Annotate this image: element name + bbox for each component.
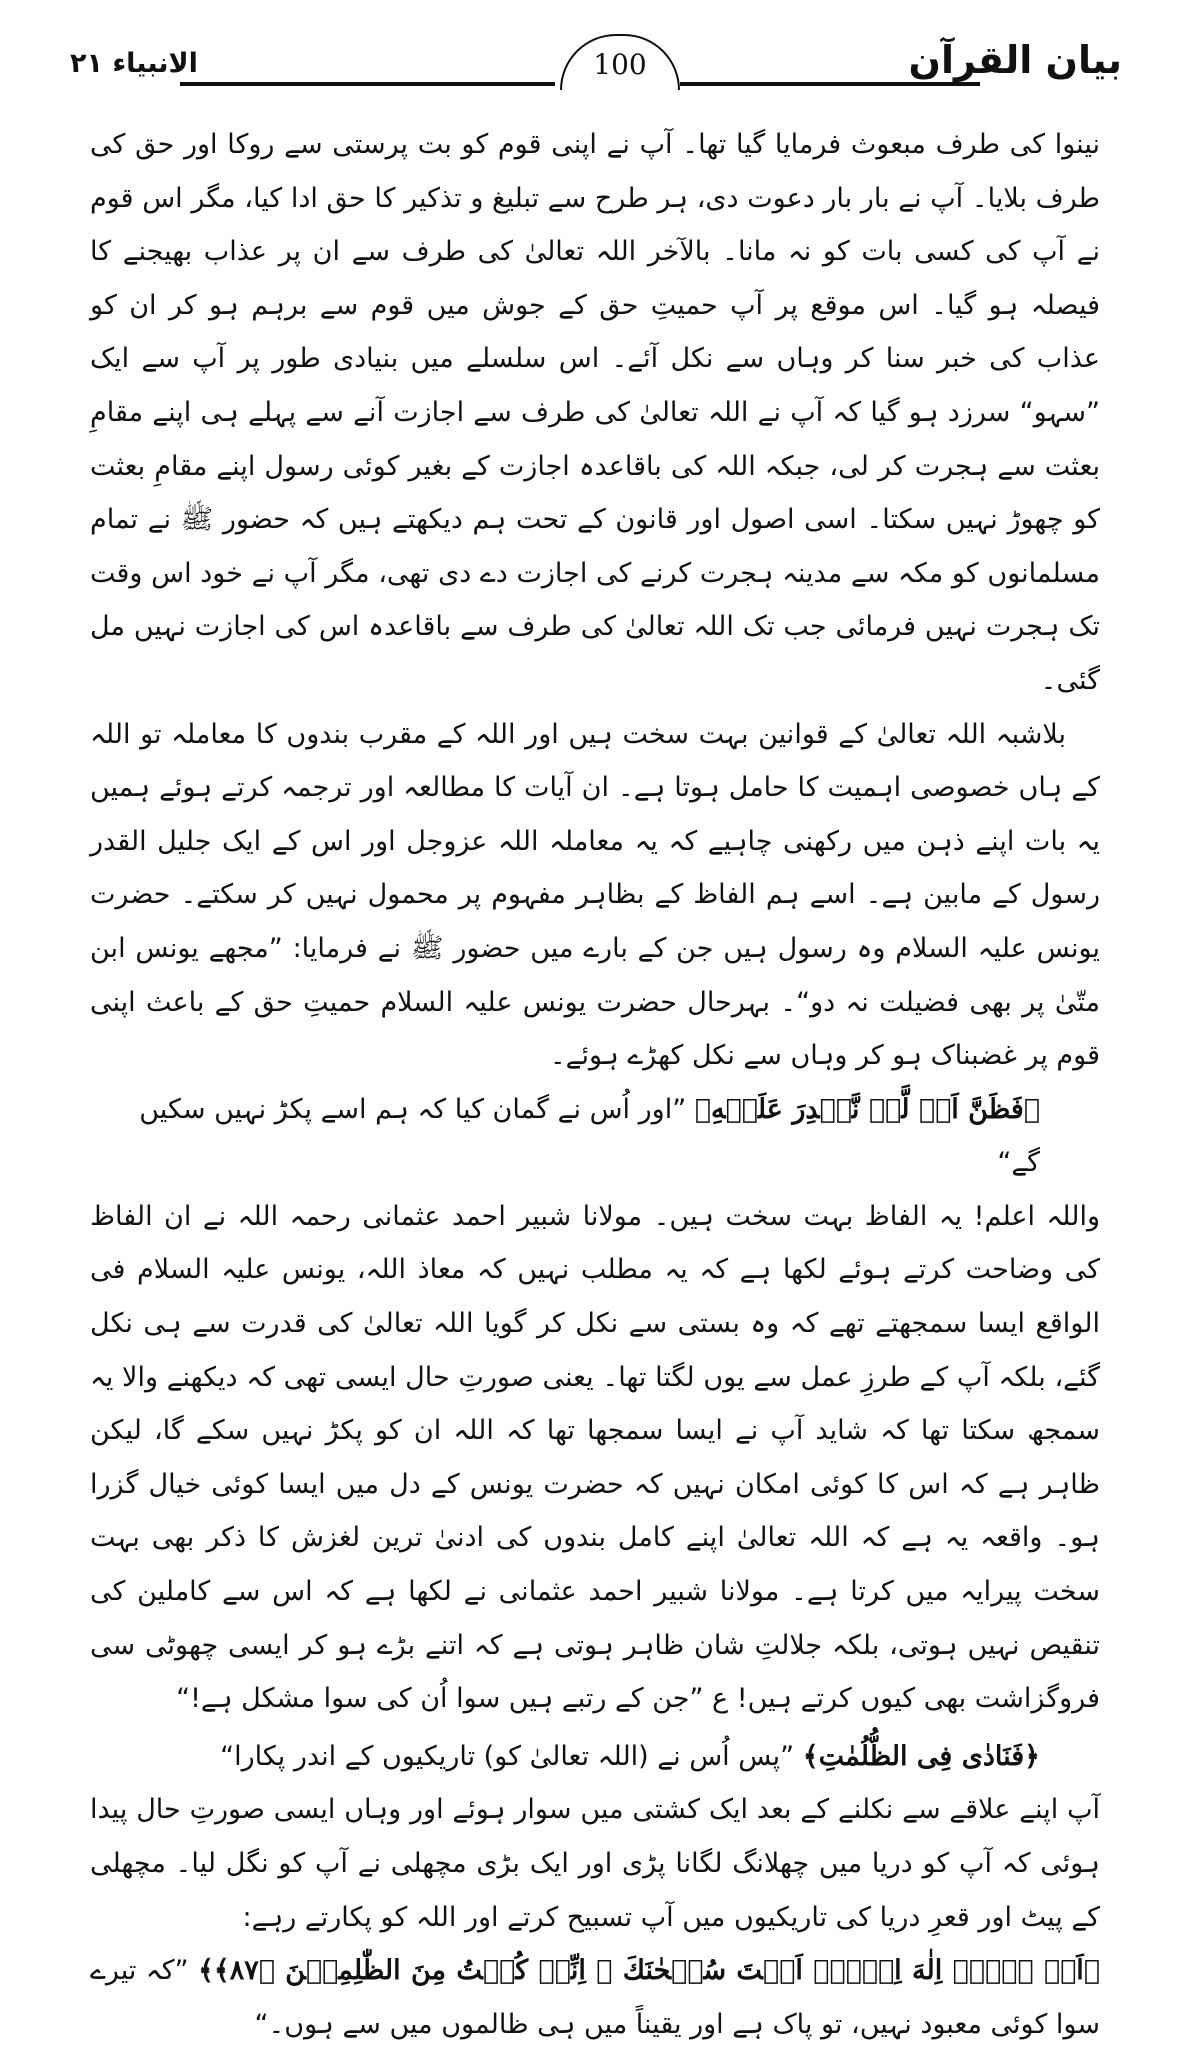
page-header [70,28,1122,98]
verse-1-translation: ”اور اُس نے گمان کیا کہ ہم اسے پکڑ نہیں سکیں گے“ [139,1093,1040,1179]
page-content [90,118,1100,2051]
header-rule-left [180,82,555,86]
quran-verse-2 [90,1730,1100,1784]
paragraph-4: آپ اپنے علاقے سے نکلنے کے بعد ایک کشتی میں سوار ہوئے اور وہاں ایسی صورتِ حال پیدا ہوئی کہ آپ کو دریا میں چھلانگ لگانا پڑی اور ایک بڑی مچھلی نے آپ کو نگل لیا۔ مچھلی کے پیٹ اور قعرِ دریا کی تاریکیوں میں آپ تسبیح کرتے اور اللہ کو پکارتے رہے: [90,1794,1100,1933]
verse-3-translation: ”کہ تیرے سوا کوئی معبود نہیں، تو پاک ہے اور یقیناً میں ہی ظالموں میں سے ہوں۔“ [90,1955,1100,2040]
verse-2-arabic: ﴿فَنَادٰی فِی الظُّلُمٰتِ﴾ [802,1740,1040,1772]
quran-verse-3 [90,1944,1100,2051]
paragraph-3: واللہ اعلم! یہ الفاظ بہت سخت ہیں۔ مولانا شبیر احمد عثمانی رحمہ اللہ نے ان الفاظ کی وضاحت کرتے ہوئے لکھا ہے کہ یہ مطلب نہیں کہ معاذ اللہ، یونس علیہ السلام فی الواقع ایسا سمجھتے تھے کہ وہ بستی سے نکل کر گویا اللہ تعالیٰ کی قدرت سے ہی نکل گئے، بلکہ آپ کے طرزِ عمل سے یوں لگتا تھا۔ یعنی صورتِ حال ایسی تھی کہ دیکھنے والا یہ سمجھ سکتا تھا کہ شاید آپ نے ایسا سمجھا تھا کہ اللہ ان کو پکڑ نہیں سکے گا، لیکن ظاہر ہے کہ اس کا کوئی امکان نہیں کہ حضرت یونس کے دل میں ایسا کوئی خیال گزرا ہو۔ واقعہ یہ ہے کہ اللہ تعالیٰ اپنے کامل بندوں کی ادنیٰ ترین لغزش کا ذکر بھی بہت سخت پیرایہ میں کرتا ہے۔ مولانا شبیر احمد عثمانی نے لکھا ہے کہ اس سے کاملین کی تنقیص نہیں ہوتی، بلکہ جلالتِ شان ظاہر ہوتی ہے کہ اتنے بڑے ہو کر ایسی چھوٹی سی فروگزاشت بھی کیوں کرتے ہیں! ع ”جن کے رتبے ہیں سوا اُن کی سوا مشکل ہے!“ [90,1200,1100,1715]
page-number: 100 [560,34,680,90]
paragraph-1: نینوا کی طرف مبعوث فرمایا گیا تھا۔ آپ نے اپنی قوم کو بت پرستی سے روکا اور حق کی طرف بلایا۔ آپ نے بار بار دعوت دی، ہر طرح سے تبلیغ و تذکیر کا حق ادا کیا، مگر اس قوم نے آپ کی کسی بات کو نہ مانا۔ بالآخر اللہ تعالیٰ کی طرف سے ان پر عذاب بھیجنے کا فیصلہ ہو گیا۔ اس موقع پر آپ حمیتِ حق کے جوش میں قوم سے برہم ہو کر ان کو عذاب کی خبر سنا کر وہاں سے نکل آئے۔ اس سلسلے میں بنیادی طور پر آپ سے ایک ”سہو“ سرزد ہو گیا کہ آپ نے اللہ تعالیٰ کی طرف سے اجازت آنے سے پہلے ہی اپنے مقامِ بعثت سے ہجرت کر لی، جبکہ اللہ کی باقاعدہ اجازت کے بغیر کوئی رسول اپنے مقامِ بعثت کو چھوڑ نہیں سکتا۔ اسی اصول اور قانون کے تحت ہم دیکھتے ہیں کہ حضور ﷺ نے تمام مسلمانوں کو مکہ سے مدینہ ہجرت کرنے کی اجازت دے دی تھی، مگر آپ نے خود اس وقت تک ہجرت نہیں فرمائی جب تک اللہ تعالیٰ کی طرف سے باقاعدہ اس کی اجازت نہیں مل گئی۔ [90,129,1100,696]
quran-verse-1 [90,1083,1100,1190]
book-title: بیان القرآن [908,38,1122,82]
surah-name: الانبیاء ۲۱ [70,48,198,79]
paragraph-2: بلاشبہ اللہ تعالیٰ کے قوانین بہت سخت ہیں اور اللہ کے مقرب بندوں کا معاملہ تو اللہ کے ہاں خصوصی اہمیت کا حامل ہوتا ہے۔ ان آیات کا مطالعہ اور ترجمہ کرتے ہوئے ہمیں یہ بات اپنے ذہن میں رکھنی چاہیے کہ یہ معاملہ اللہ عزوجل اور اس کے ایک جلیل القدر رسول کے مابین ہے۔ اسے ہم الفاظ کے بظاہر مفہوم پر محمول نہیں کر سکتے۔ حضرت یونس علیہ السلام وہ رسول ہیں جن کے بارے میں حضور ﷺ نے فرمایا: ”مجھے یونس ابن متّیٰ پر بھی فضیلت نہ دو“۔ بہرحال حضرت یونس علیہ السلام حمیتِ حق کے باعث اپنی قوم پر غضبناک ہو کر وہاں سے نکل کھڑے ہوئے۔ [90,718,1100,1072]
verse-1-arabic: ﴿فَظَنَّ اَنۡ لَّنۡ نَّقۡدِرَ عَلَیۡهِ﴾ [694,1093,1040,1125]
header-rule-right [680,82,980,86]
verse-2-translation: ”پس اُس نے (اللہ تعالیٰ کو) تاریکیوں کے اندر پکارا“ [220,1740,795,1772]
verse-3-arabic: ﴿اَنۡ لَّاۤ اِلٰهَ اِلَّاۤ اَنۡتَ سُبۡحٰنَكَ ۖ اِنِّیۡ كُنۡتُ مِنَ الظّٰلِمِیۡنَ ﴿۸۷﴾﴾ [198,1955,1100,1987]
